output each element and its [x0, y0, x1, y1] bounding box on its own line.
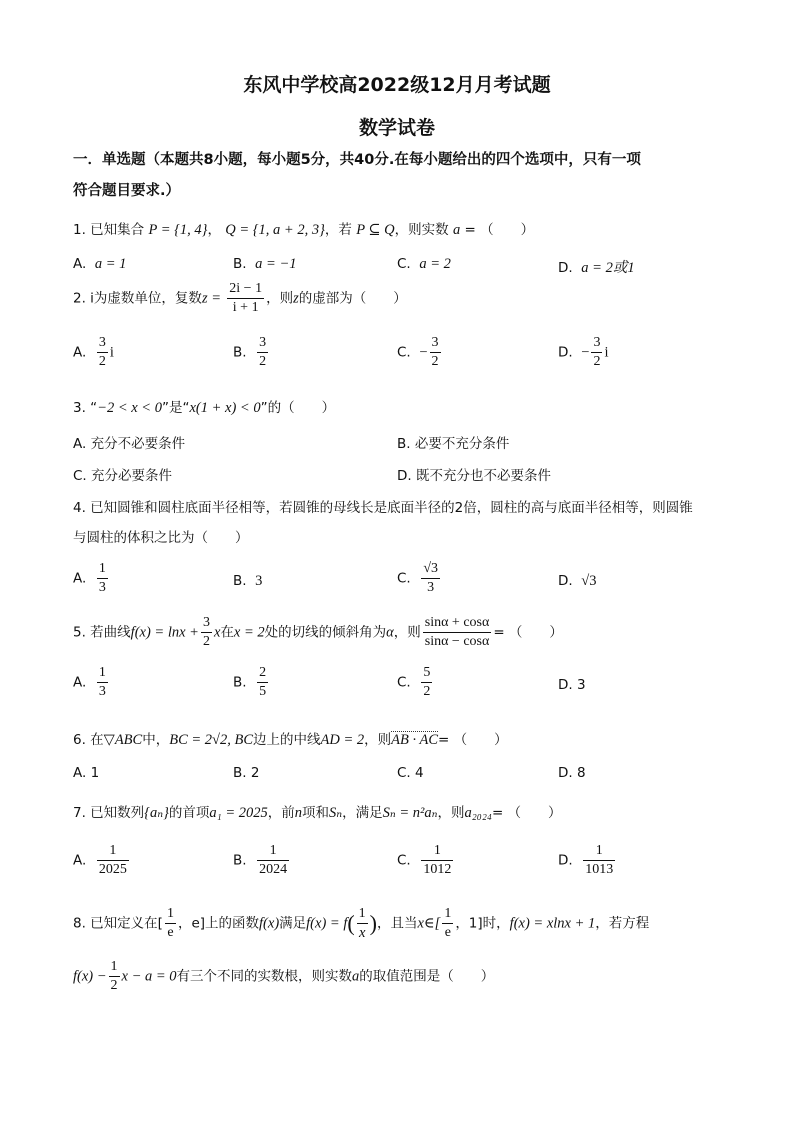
q6-vector-product: AB · AC [391, 732, 439, 748]
q8-mid3: ，且当 [377, 915, 418, 932]
q7-n: n [294, 805, 302, 821]
q3-option-c[interactable]: C. 充分必要条件 [73, 468, 173, 484]
q1-text-end: ，则实数 [394, 222, 449, 238]
q5-option-d[interactable]: D. 3 [558, 677, 586, 693]
q2-option-c-label: C. [397, 344, 411, 361]
q5-option-a-frac [97, 664, 108, 701]
q2-option-d-frac [591, 334, 602, 371]
q2-fraction [227, 280, 264, 317]
q5-x: x [213, 624, 221, 641]
q7-sequence: {aₙ} [144, 805, 169, 821]
q5-ratio-den: sinα − cosα [424, 634, 490, 649]
q2-option-b-frac [257, 334, 268, 371]
q4-option-a-frac [97, 560, 108, 597]
q5-option-c-frac [421, 664, 432, 701]
q1-option-c-label: C. [397, 256, 411, 272]
q7-option-c[interactable] [397, 842, 455, 879]
q2-fraction-denominator: i + 1 [227, 298, 264, 317]
section-heading [73, 145, 723, 207]
q2-option-d-sign: − [581, 344, 590, 361]
q1-option-b-value: a = −1 [255, 256, 297, 272]
q5-option-b-label: B. [233, 674, 247, 691]
q5-mid2: 处的切线的倾斜角为 [264, 624, 387, 641]
q7-option-b-num: 1 [269, 843, 277, 858]
q5-option-a-label: A. [73, 674, 87, 691]
q2-option-a-den: 2 [98, 354, 106, 369]
q7-option-d-den: 1013 [585, 862, 614, 877]
q4-option-c-num: √3 [423, 561, 438, 576]
q8-half-den: 2 [110, 978, 118, 993]
q7-option-b-label: B. [233, 852, 247, 869]
q2-option-b[interactable] [233, 334, 270, 371]
q7-option-a-label: A. [73, 852, 87, 869]
q8-inv-num: 1 [358, 906, 366, 921]
q3-ask: ”的（ ） [260, 400, 336, 416]
q2-option-d[interactable] [558, 334, 609, 371]
q4-option-a[interactable] [73, 560, 110, 597]
q8-half-frac [109, 958, 120, 995]
q2-text-end: ，则 [266, 290, 294, 307]
q6-option-c[interactable]: C. 4 [397, 765, 424, 781]
q7-option-c-frac [421, 842, 453, 879]
q7-sn: Sₙ [328, 805, 343, 821]
q1-text-mid: ，若 [324, 222, 352, 238]
q3-prefix: 3. “ [73, 400, 98, 416]
q5-option-b-frac [257, 664, 268, 701]
exam-title: 东风中学校高2022级12月月考试题 [243, 74, 551, 96]
q3-option-d[interactable]: D. 既不充分也不必要条件 [397, 468, 551, 484]
q7-mid2: ，前 [267, 805, 295, 821]
q8-eq-right: x − a = 0 [121, 968, 177, 985]
exam-subtitle: 数学试卷 [358, 117, 435, 139]
q2-option-c-sign: − [419, 344, 428, 361]
q8-fx2: f(x) = f [306, 915, 348, 932]
q1-prefix: 1. 已知集合 [73, 222, 145, 238]
section-heading-line2: 符合题目要求.） [73, 183, 181, 199]
q5-coef-den: 2 [202, 634, 210, 649]
q7-option-d-num: 1 [595, 843, 603, 858]
q4-option-a-label: A. [73, 570, 87, 587]
q4-option-d-label: D. [558, 573, 573, 589]
q5-option-b[interactable] [233, 664, 270, 701]
q8-e2-frac [442, 905, 453, 942]
q7-option-a-num: 1 [109, 843, 117, 858]
q1-set-p: P = {1, 4} [148, 222, 208, 238]
q5-option-a-den: 3 [98, 684, 106, 699]
q7-option-c-label: C. [397, 852, 411, 869]
q5-option-c-den: 2 [423, 684, 431, 699]
question-8-line-2 [73, 958, 733, 995]
q8-inv-den: x [357, 923, 368, 942]
q5-mid3: ，则 [393, 624, 421, 641]
q6-option-b[interactable]: B. 2 [233, 765, 260, 781]
q5-option-b-den: 5 [259, 684, 267, 699]
q7-ask: = （ ） [491, 805, 562, 821]
q8-fx3: f(x) = xlnx + 1 [509, 915, 596, 932]
q7-mid: 的首项 [168, 805, 210, 821]
q8-eq-left: f(x) − [73, 968, 107, 985]
q3-option-b[interactable]: B. 必要不充分条件 [397, 436, 510, 452]
q6-bc: BC = 2√2, BC [169, 732, 254, 748]
q4-option-d-value: √3 [581, 573, 597, 589]
q8-inv-frac [357, 905, 368, 942]
q5-alpha: α [386, 624, 394, 641]
q4-option-c-den: 3 [421, 578, 440, 597]
q6-prefix: 6. 在 [73, 732, 104, 748]
q6-ask: = （ ） [438, 732, 508, 748]
q1-subset: P ⊆ Q [356, 222, 395, 238]
q3-option-a[interactable]: A. 充分不必要条件 [73, 436, 186, 452]
q8-mid2: 满足 [279, 915, 307, 932]
q5-option-c-num: 5 [423, 665, 431, 680]
q7-option-c-num: 1 [433, 843, 441, 858]
q7-option-d-label: D. [558, 852, 573, 869]
q8-half-num: 1 [110, 959, 118, 974]
q4-option-a-den: 3 [98, 580, 106, 595]
q6-mid2: 边上的中线 [253, 732, 321, 748]
q8-mid5: ，若方程 [595, 915, 650, 932]
q7-prefix: 7. 已知数列 [73, 805, 145, 821]
q1-var: a [452, 222, 461, 238]
q2-option-c-frac [430, 334, 441, 371]
q2-z: z = [201, 290, 221, 307]
q4-option-b-value: 3 [255, 573, 263, 589]
q5-coef-num: 3 [202, 615, 210, 630]
q1-option-a-value: a = 1 [94, 256, 127, 272]
q5-x-value: x = 2 [233, 624, 265, 641]
question-2 [73, 280, 733, 317]
q8-e2-den: e [442, 923, 453, 942]
q8-paren-close: ) [369, 910, 377, 936]
q1-option-a-label: A. [73, 256, 87, 272]
question-8-line-1 [73, 905, 733, 942]
q7-first-term: a₁ = 2025 [209, 805, 268, 821]
q4-option-d[interactable] [558, 573, 597, 590]
q4-option-b-label: B. [233, 573, 247, 589]
q8-e1-num: 1 [166, 906, 174, 921]
q2-option-c-den: 2 [431, 354, 439, 369]
q1-option-c-value: a = 2 [419, 256, 451, 272]
q6-ad: AD = 2 [320, 732, 365, 748]
q5-mid: 在 [220, 624, 234, 641]
q8-line2-text: 有三个不同的实数根，则实数 [176, 968, 353, 985]
q5-option-a-num: 1 [98, 665, 106, 680]
q2-option-c-num: 3 [431, 335, 439, 350]
q8-e1-den: e [165, 923, 176, 942]
q4-option-b[interactable] [233, 573, 262, 590]
q2-option-b-num: 3 [259, 335, 267, 350]
q7-option-b-frac [257, 842, 289, 879]
q2-fraction-numerator: 2i − 1 [229, 281, 263, 296]
q1-option-b[interactable] [233, 256, 296, 273]
q8-paren-open: ( [347, 910, 355, 936]
q1-ask: = （ ） [464, 222, 535, 238]
question-7 [73, 801, 733, 822]
q5-option-c[interactable] [397, 664, 434, 701]
q8-x-in: x∈[ [417, 915, 441, 932]
q8-mid: ，e]上的函数 [177, 915, 260, 932]
q2-ask: 的虚部为（ ） [298, 290, 407, 307]
q7-option-a-den: 2025 [98, 862, 127, 877]
q1-option-b-label: B. [233, 256, 247, 272]
section-heading-line1: 一．单选题（本题共8小题，每小题5分，共40分.在每小题给出的四个选项中，只有一项 [73, 152, 641, 168]
q6-triangle: ▽ABC [103, 732, 143, 748]
q4-option-a-num: 1 [98, 561, 106, 576]
question-4-line-1: 4. 已知圆锥和圆柱底面半径相等，若圆锥的母线长是底面半径的2倍，圆柱的高与底面半径相等，则圆锥 [73, 500, 693, 516]
q1-option-d[interactable] [558, 256, 635, 277]
q8-a: a [352, 968, 360, 985]
q5-ratio-num: sinα + cosα [424, 615, 490, 630]
q8-e2-num: 1 [444, 906, 452, 921]
q5-option-c-label: C. [397, 674, 411, 691]
q4-option-c[interactable] [397, 560, 442, 597]
q2-option-b-label: B. [233, 344, 247, 361]
q5-ask: = （ ） [493, 624, 563, 641]
q8-fx: f(x) [259, 915, 280, 932]
q5-ratio-frac [423, 614, 492, 651]
q2-option-a-suffix: i [109, 344, 114, 361]
q1-set-q: Q = {1, a + 2, 3} [225, 222, 325, 238]
q2-option-d-label: D. [558, 344, 573, 361]
question-3 [73, 396, 733, 417]
q8-e1-frac [165, 905, 176, 942]
q7-target-term: a₂₀₂₄ [464, 805, 492, 821]
q2-option-b-den: 2 [259, 354, 267, 369]
q2-option-d-suffix: i [604, 344, 609, 361]
q5-option-b-num: 2 [259, 665, 267, 680]
q1-option-d-label: D. [558, 260, 573, 276]
q7-option-d-frac [583, 842, 615, 879]
q2-option-c[interactable] [397, 334, 443, 371]
q1-option-d-value: a = 2或1 [581, 260, 635, 276]
q7-option-d[interactable] [558, 842, 617, 879]
q2-z2: z [293, 290, 299, 307]
q7-equation: Sₙ = n²aₙ [382, 805, 438, 821]
question-1: 1. 已知集合 P = {1, 4}， Q = {1, a + 2, 3}，若 P ⊆ Q，则实数 a = （ ） [73, 222, 535, 238]
q7-option-b[interactable] [233, 842, 291, 879]
q7-option-a[interactable] [73, 842, 131, 879]
q7-mid3: 项和 [301, 805, 329, 821]
q2-option-a-num: 3 [98, 335, 106, 350]
q5-function: f(x) = lnx + [130, 624, 199, 641]
q7-mid4: ，满足 [342, 805, 383, 821]
q2-option-d-num: 3 [593, 335, 601, 350]
q5-coef-frac [201, 614, 212, 651]
question-5 [73, 614, 733, 651]
question-4-line-2: 与圆柱的体积之比为（ ） [73, 530, 249, 546]
q2-prefix: 2. i为虚数单位，复数 [73, 290, 202, 307]
q8-prefix: 8. 已知定义在[ [73, 915, 163, 932]
q6-option-d[interactable]: D. 8 [558, 765, 586, 781]
question-6 [73, 728, 733, 749]
q6-option-a[interactable]: A. 1 [73, 765, 100, 781]
q8-mid4: ，1]时， [455, 915, 510, 932]
q4-option-c-label: C. [397, 570, 411, 587]
q3-mid: ”是“ [161, 400, 190, 416]
q5-option-a[interactable] [73, 664, 110, 701]
q7-option-c-den: 1012 [423, 862, 452, 877]
q6-mid: 中， [142, 732, 170, 748]
q6-mid3: ，则 [364, 732, 392, 748]
q2-option-d-den: 2 [593, 354, 601, 369]
q5-prefix: 5. 若曲线 [73, 624, 131, 641]
q7-option-a-frac [97, 842, 129, 879]
q7-option-b-den: 2024 [259, 862, 288, 877]
q2-option-a-frac [97, 334, 108, 371]
q2-option-a[interactable] [73, 334, 114, 371]
q1-option-a[interactable] [73, 256, 126, 273]
q3-condition-1: −2 < x < 0 [97, 400, 162, 416]
q1-option-c[interactable] [397, 256, 451, 273]
q8-ask: 的取值范围是（ ） [359, 968, 495, 985]
q2-option-a-label: A. [73, 344, 87, 361]
q3-condition-2: x(1 + x) < 0 [189, 400, 261, 416]
q4-option-c-frac [421, 560, 440, 597]
q7-mid5: ，则 [437, 805, 465, 821]
